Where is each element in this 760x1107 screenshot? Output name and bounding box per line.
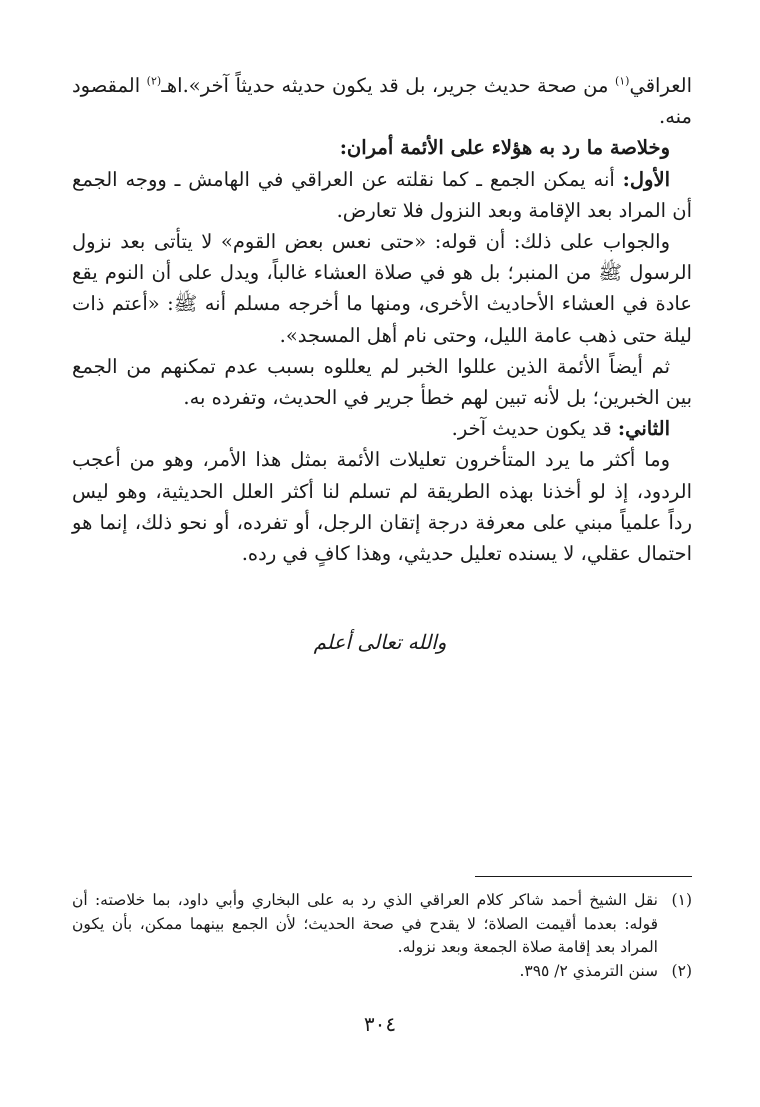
summary-heading: وخلاصة ما رد به هؤلاء على الأئمة أمران: bbox=[339, 136, 670, 160]
first-point-text: أنه يمكن الجمع ـ كما نقلته عن العراقي في الهامش ـ ووجه الجمع أن المراد بعد الإقامة وبعد النزول فلا تعارض. bbox=[72, 167, 692, 222]
paragraph-answer: والجواب على ذلك: أن قوله: «حتى نعس بعض القوم» لا يتأتى بعد نزول الرسول ﷺ من المنبر؛ بل هو في صلاة العشاء غالباً، ويدل على أن النوم يقع عادة في العشاء الأحاديث الأخرى، ومنها ما أخرجه مسلم أنه ﷺ: «أعتم ذات ليلة حتى ذهب عامة الليل، وحتى نام أهل المسجد». bbox=[72, 230, 692, 347]
footnote-ref-1[interactable]: (١) bbox=[614, 74, 630, 88]
second-point-label: الثاني: bbox=[617, 417, 670, 441]
text-segment: من صحة حديث جرير، بل قد يكون حديثه حديثاً آخر».اهـ bbox=[161, 74, 615, 97]
text-segment: العراقي bbox=[629, 74, 692, 97]
paragraph-second-point bbox=[72, 413, 692, 444]
first-point-label: الأول: bbox=[622, 167, 670, 191]
footnote-2 bbox=[72, 960, 692, 984]
footnote-text: سنن الترمذي ٢/ ٣٩٥. bbox=[519, 961, 658, 980]
paragraph-final: وما أكثر ما يرد المتأخرون تعليلات الأئمة بمثل هذا الأمر، وهو من أعجب الردود، إذ لو أخذنا بهذه الطريقة لم تسلم لنا أكثر العلل الحديثية، وهو ليس رداً علمياً مبني على معرفة درجة إتقان الرجل، أو تفرده، أو نحو ذلك، إنما هو احتمال عقلي، لا يسنده تعليل حديثي، وهذا كافٍ في رده. bbox=[72, 448, 692, 566]
text-segment: المقصود منه. bbox=[72, 74, 692, 129]
footnotes bbox=[72, 889, 692, 983]
paragraph-first-point bbox=[72, 164, 692, 226]
footnote-ref-2[interactable]: (٢) bbox=[146, 74, 162, 88]
paragraph-also: ثم أيضاً الأئمة الذين عللوا الخبر لم يعللوه بسبب عدم تمكنهم من الجمع بين الخبرين؛ بل لأنه تبين لهم خطأ جرير في الحديث، وتفرده به. bbox=[72, 354, 692, 410]
closing-phrase: والله تعالى أعلم bbox=[313, 630, 447, 654]
second-point-text: قد يكون حديث آخر. bbox=[451, 417, 618, 441]
footnote-text: نقل الشيخ أحمد شاكر كلام العراقي الذي رد به على البخاري وأبي داود، بما خلاصته: أن قوله: بعدما أقيمت الصلاة؛ لا يقدح في صحة الحديث؛ لأن الجمع بينهما ممكن، بأن يكون المراد بعد إقامة صلاة الجمعة وبعد نزوله. bbox=[72, 891, 658, 956]
footnote-1 bbox=[72, 889, 692, 960]
page-number: ٣٠٤ bbox=[363, 1012, 397, 1036]
footnote-number: (١) bbox=[671, 891, 692, 909]
footnote-number: (٢) bbox=[671, 961, 692, 980]
main-text bbox=[72, 70, 692, 569]
footnote-divider bbox=[475, 876, 692, 877]
paragraph-iraqi-quote bbox=[72, 70, 692, 132]
